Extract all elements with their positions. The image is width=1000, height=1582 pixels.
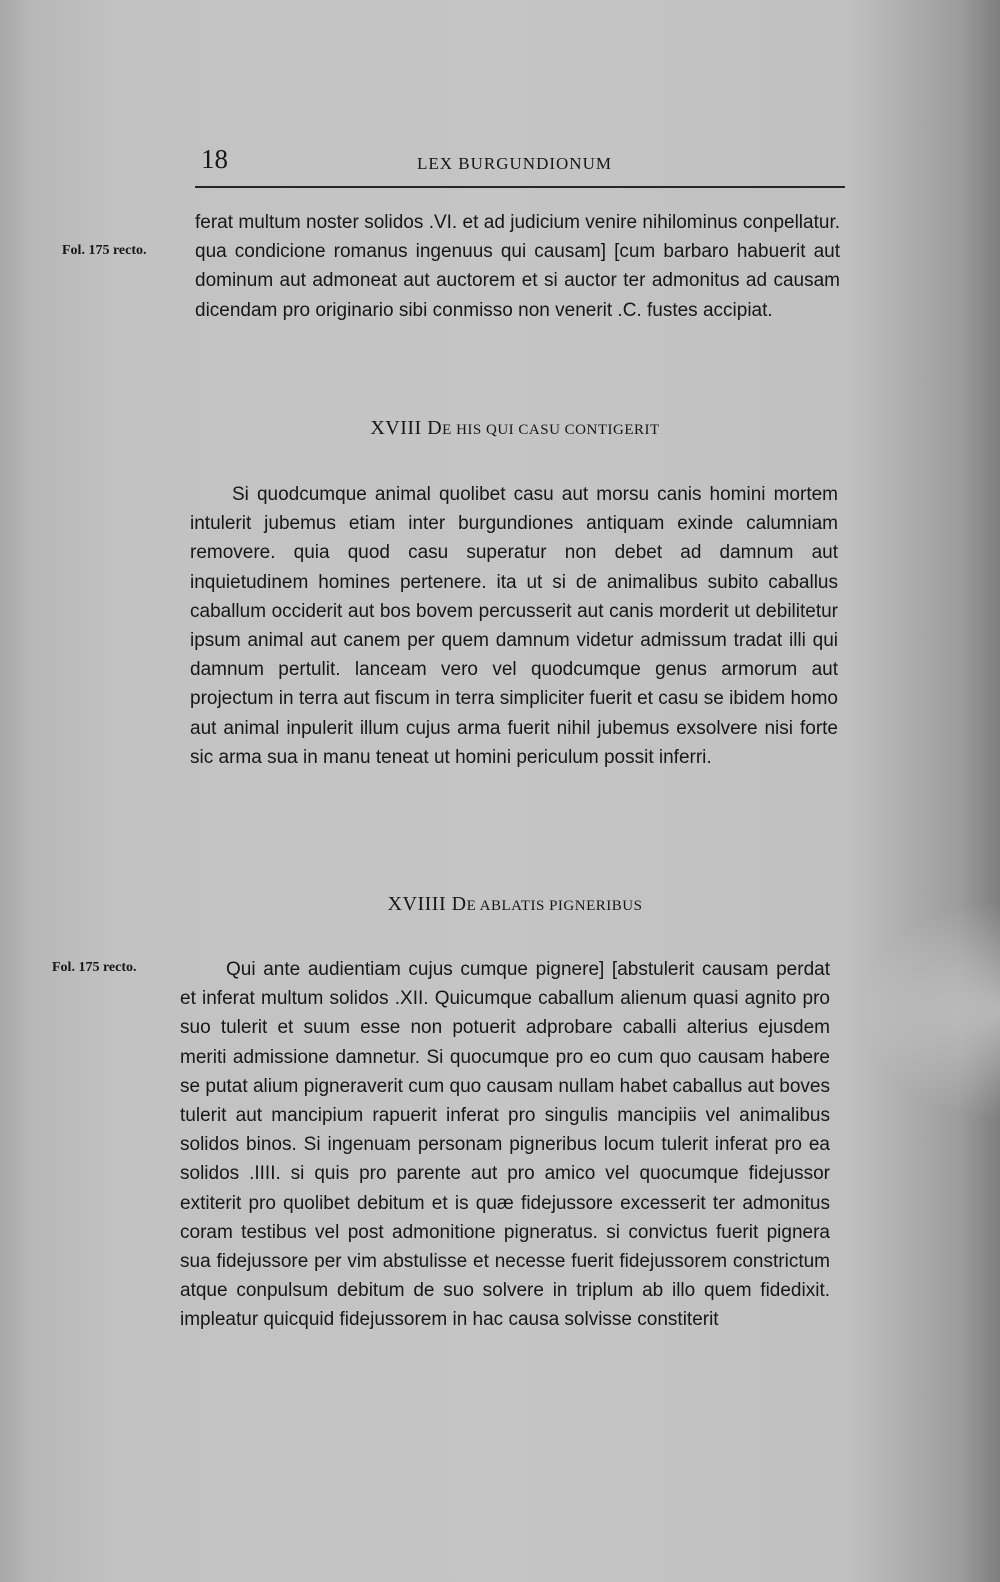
running-title: LEX BURGUNDIONUM xyxy=(417,154,612,173)
section-heading-xviiii xyxy=(190,893,840,916)
scan-glare xyxy=(860,900,1000,1120)
margin-note-folio: Fol. 175 recto. xyxy=(62,243,147,258)
heading-numeral: XVIII xyxy=(370,417,422,439)
heading-title: E HIS QUI CASU CONTIGERIT xyxy=(442,422,660,438)
page-number: 18 xyxy=(201,144,228,174)
margin-note-folio: Fol. 175 recto. xyxy=(52,960,137,975)
section-heading-xviii xyxy=(190,417,840,440)
heading-numeral: XVIIII xyxy=(387,893,447,915)
paragraph-continuation: ferat multum noster solidos .VI. et ad judicium venire nihilominus conpellatur. qua condicione romanus ingenuus qui causam] [cum barbaro habuerit aut dominum aut admoneat aut auctorem et si auctor ter admonitus ad causam dicendam pro originario sibi conmisso non venerit .C. fustes accipiat. xyxy=(195,212,840,321)
heading-title: E ABLATIS PIGNERIBUS xyxy=(466,898,643,914)
paragraph-section-xviii: Si quodcumque animal quolibet casu aut morsu canis homini mortem intulerit jubemus etiam inter burgundiones antiquam exinde calumniam removere. quia quod casu superatur non debet ad damnum aut inquietudinem homines pertenere. ita ut si de animalibus subito caballus caballum occiderit aut bos bovem percusserit aut canis morderit ut debilitetur ipsum animal aut canem per quem damnum videtur admissum tradat illi qui damnum pertulit. lanceam vero vel quodcumque genus armorum aut projectum in terra aut fiscum in terra simpliciter fuerit et casu se ibidem homo aut animal inpulerit illum cujus arma fuerit nihil jubemus exsolvere nisi forte sic arma sua in manu teneat ut homini periculum possit inferri. xyxy=(190,484,838,768)
paragraph-section-xviiii: Qui ante audientiam cujus cumque pignere] [abstulerit causam perdat et inferat multum solidos .XII. Quicumque caballum alienum quasi agnito pro suo tulerit et suum esse non potuerit adprobare caballi alterius ejusdem meriti admissione damnetur. Si quocumque pro eo cum quo causam habere se putat alium pigneraverit cum quo causam nullam habet caballus aut boves tulerit aut mancipium rapuerit inferat pro singulis mancipiis vel animalibus solidos binos. Si ingenuam personam pigneribus locum tulerit inferat pro ea solidos .IIII. si quis pro parente aut pro amico vel quocumque fidejussor extiterit pro quolibet debitum et is quæ fidejussore excesserit ter admonitus coram testibus vel post admonitione pigneratus. si convictus fuerit pignera sua fidejussore per vim abstulisse et necesse fuerit fidejussorem constrictum atque conpulsum debitum de suo solvere in triplum ab illo quem fidedixit. impleatur quicquid fidejussorem in hac causa solvisse constiterit xyxy=(180,959,830,1331)
heading-initial: D xyxy=(451,893,467,915)
page-header xyxy=(195,140,845,188)
heading-initial: D xyxy=(427,417,443,439)
